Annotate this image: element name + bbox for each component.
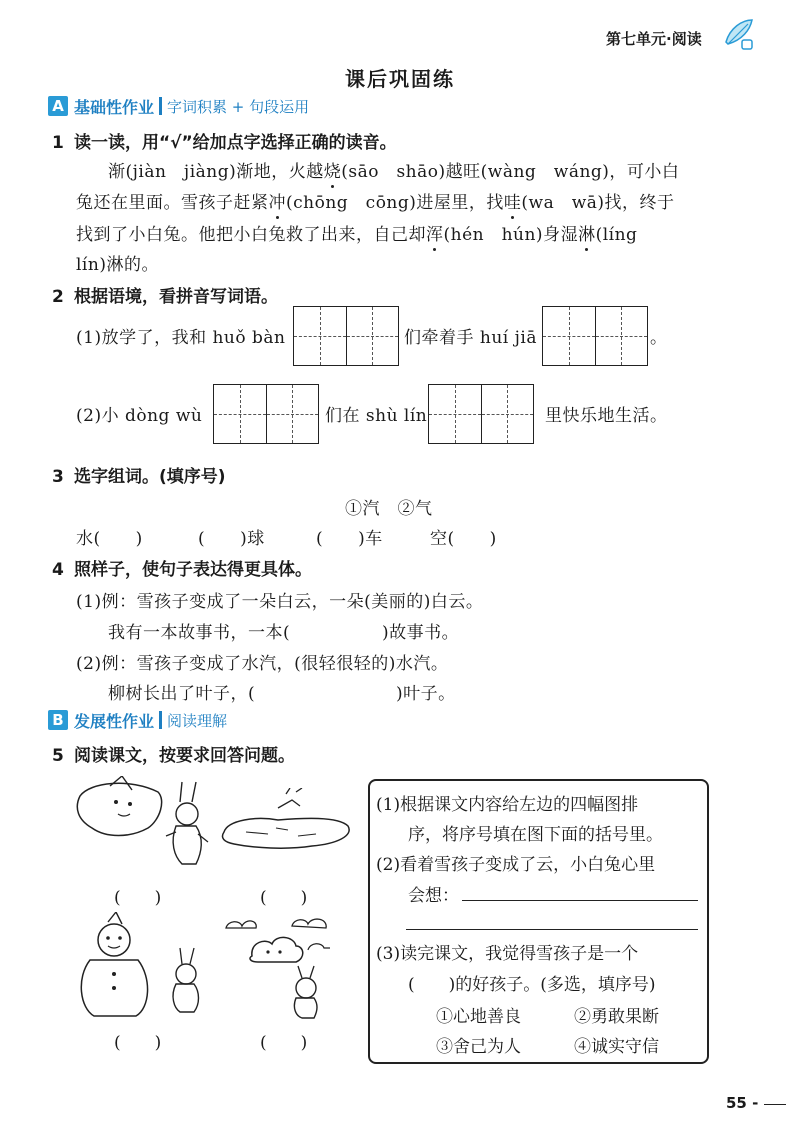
q1-line-1 [108, 157, 679, 182]
dotted-char: 哇 [503, 193, 522, 213]
q5-prompt [52, 741, 295, 766]
picture-order-paren-2[interactable]: ( ) [260, 888, 308, 908]
page-number-dash [764, 1104, 786, 1105]
q2-answer-grid-3[interactable] [213, 384, 319, 444]
q4-prompt [52, 555, 312, 580]
q2-s2-a: (2)小 dòng wù [76, 406, 203, 426]
q2-number: 2 [52, 287, 64, 307]
q4-example-2: (2)例：雪孩子变成了水汽，(很轻很轻的)水汽。 [76, 654, 449, 674]
section-b-badge: B [48, 710, 68, 730]
dotted-char: 烧 [323, 162, 342, 182]
q5-option-4: ④诚实守信 [574, 1037, 659, 1057]
q5-p3-line-1: (3)读完课文，我觉得雪孩子是一个 [376, 944, 639, 964]
section-b-header [48, 708, 227, 732]
section-a-title: 基础性作业 [74, 97, 155, 117]
q2-s1-a: (1)放学了，我和 huǒ bàn [76, 328, 286, 348]
q5-p3-line-2: ( )的好孩子。(多选，填序号) [408, 975, 656, 995]
section-divider [159, 711, 162, 729]
q2-text: 根据语境，看拼音写词语。 [74, 287, 278, 307]
q4-answer-1-b: )故事书。 [382, 623, 460, 643]
q4-answer-2-a: 柳树长出了叶子，( [108, 684, 256, 704]
q5-number: 5 [52, 746, 64, 766]
picture-clouds-and-rabbit [218, 912, 358, 1022]
q5-p1-line-1: (1)根据课文内容给左边的四幅图排 [376, 795, 639, 815]
dotted-char: 淋 [578, 225, 596, 245]
q3-number: 3 [52, 467, 64, 487]
q3-text: 选字组词。(填序号) [74, 467, 226, 487]
q4-answer-1-a: 我有一本故事书，一本( [108, 623, 291, 643]
q1-text: 读一读，用“√”给加点字选择正确的读音。 [74, 133, 397, 153]
q5-p2-answer-line-2[interactable] [406, 928, 698, 930]
q2-answer-grid-4[interactable] [428, 384, 534, 444]
section-b-subtitle: 阅读理解 [167, 711, 228, 730]
page-title: 课后巩固练 [345, 67, 455, 91]
dotted-char: 浑 [426, 225, 444, 245]
q1-line-2 [76, 188, 675, 213]
q5-option-2: ②勇敢果断 [574, 1007, 659, 1027]
q3-options: ①汽 ②气 [345, 499, 433, 519]
q5-p2-answer-line-1[interactable] [462, 899, 698, 901]
picture-order-paren-4[interactable]: ( ) [260, 1033, 308, 1053]
q5-p2-line-1: (2)看着雪孩子变成了云，小白兔心里 [376, 855, 656, 875]
q2-answer-grid-2[interactable] [542, 306, 648, 366]
q4-answer-2-blank[interactable] [266, 679, 394, 701]
q1-l1-b: (sāo shāo)越旺(wàng wáng)，可小白 [341, 162, 680, 182]
q1-l3-c: (líng [595, 225, 638, 245]
section-a-badge: A [48, 96, 68, 116]
section-divider [159, 97, 162, 115]
q1-prompt [52, 128, 397, 153]
q1-line-3 [76, 220, 637, 245]
q1-l3-a: 找到了小白兔。他把小白兔救了出来，自己却 [76, 225, 426, 245]
page-number: 55 - [726, 1094, 759, 1112]
section-a-subtitle: 字词积累 + 句段运用 [167, 97, 310, 116]
picture-puddle [216, 788, 356, 860]
q2-s1-c: 。 [650, 328, 668, 348]
q2-s1-b: 们牵着手 huí jiā [404, 328, 537, 348]
q4-example-1: (1)例：雪孩子变成了一朵白云，一朵(美丽的)白云。 [76, 592, 484, 612]
picture-snowman-and-rabbit [70, 912, 220, 1022]
q3-blank-2[interactable]: ( )球 [198, 529, 265, 549]
q2-s2-c: 里快乐地生活。 [545, 406, 668, 426]
q5-p1-line-2: 序，将序号填在图下面的括号里。 [408, 825, 663, 845]
q2-prompt [52, 282, 278, 307]
unit-header: 第七单元·阅读 [606, 30, 702, 48]
q3-prompt [52, 462, 226, 487]
q5-p2-line-2: 会想： [408, 886, 459, 906]
q1-l2-c: (wa wā)找，终于 [521, 193, 675, 213]
q2-s2-b: 们在 shù lín [325, 406, 428, 426]
picture-order-paren-3[interactable]: ( ) [114, 1033, 162, 1053]
q1-l2-b: (chōng cōng)进屋里，找 [286, 193, 504, 213]
q3-blank-3[interactable]: ( )车 [316, 529, 383, 549]
q5-option-3: ③舍己为人 [436, 1037, 521, 1057]
q1-l2-a: 兔还在里面。雪孩子赶紧 [76, 193, 269, 213]
section-b-title: 发展性作业 [74, 711, 155, 731]
q3-blank-4[interactable]: 空( ) [430, 529, 497, 549]
q1-l3-b: (hén hún)身湿 [443, 225, 579, 245]
leaf-pen-icon [722, 16, 756, 52]
q4-answer-2-b: )叶子。 [396, 684, 456, 704]
q3-blank-1[interactable]: 水( ) [76, 529, 143, 549]
q4-text: 照样子，使句子表达得更具体。 [74, 560, 312, 580]
q4-number: 4 [52, 560, 64, 580]
q1-l1-a: 渐(jiàn jiàng)渐地，火越 [108, 162, 324, 182]
q4-answer-1-blank[interactable] [296, 618, 380, 640]
dotted-char: 冲 [268, 193, 286, 213]
picture-order-paren-1[interactable]: ( ) [114, 888, 162, 908]
q5-option-1: ①心地善良 [436, 1007, 521, 1027]
q2-answer-grid-1[interactable] [293, 306, 399, 366]
q1-number: 1 [52, 133, 64, 153]
picture-snow-child-and-rabbit [70, 776, 210, 872]
section-a-header [48, 94, 309, 118]
q1-line-4: lín)淋的。 [76, 255, 159, 275]
q5-text: 阅读课文，按要求回答问题。 [74, 746, 295, 766]
